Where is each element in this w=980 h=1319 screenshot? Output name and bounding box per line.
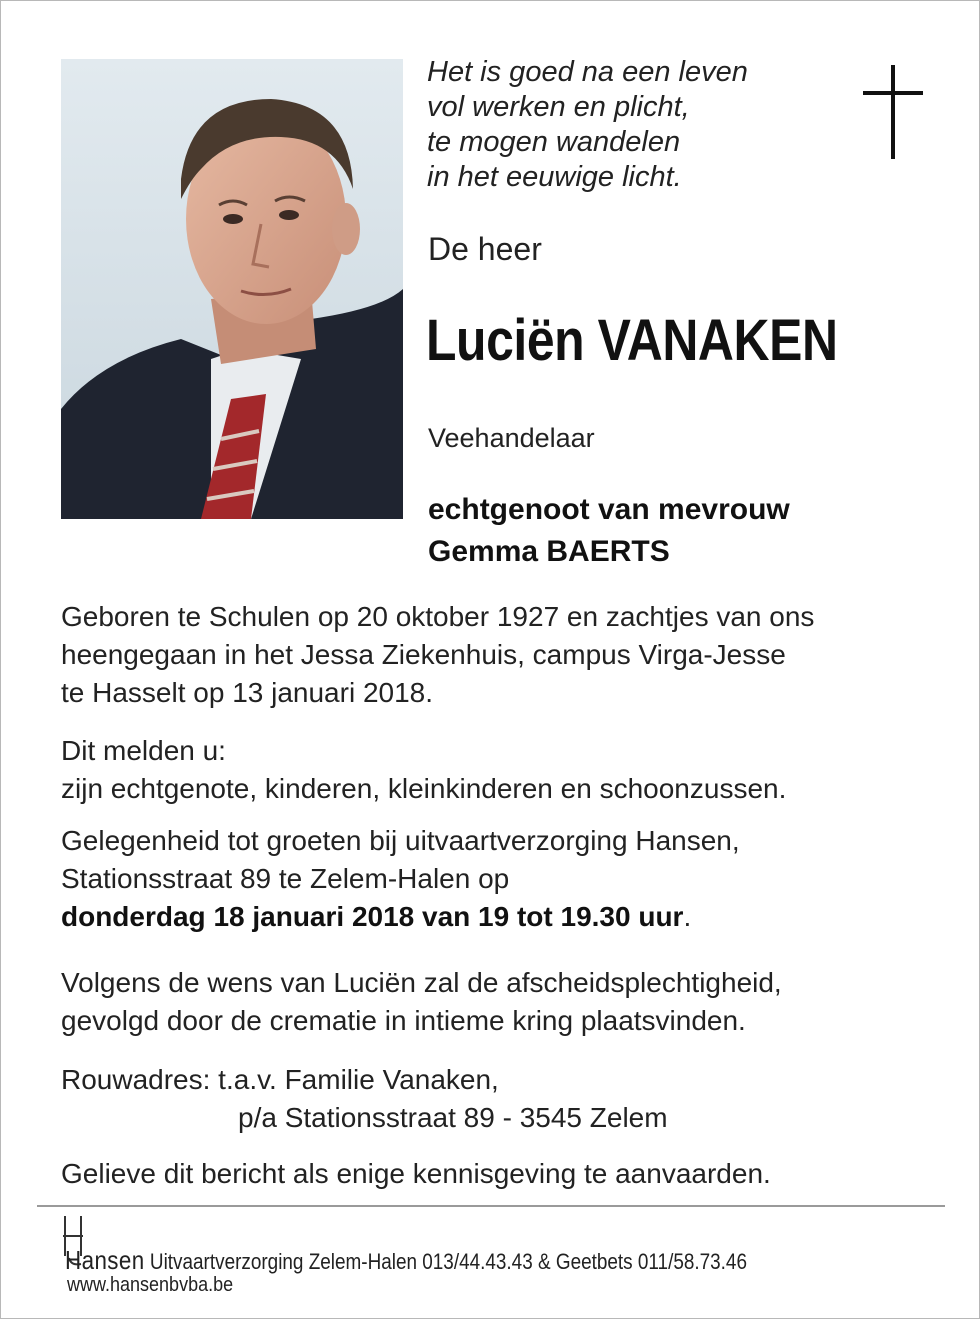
portrait-photo: [61, 59, 403, 519]
visitation-period: .: [683, 901, 692, 932]
paragraph-line: te Hasselt op 13 januari 2018.: [61, 677, 434, 708]
announcers-paragraph: [61, 732, 786, 808]
paragraph-line: heengegaan in het Jessa Ziekenhuis, campus Virga-Jesse: [61, 639, 786, 670]
address-line: Rouwadres: t.a.v. Familie Vanaken,: [61, 1064, 499, 1095]
poem: [427, 55, 748, 195]
spouse-name: Gemma BAERTS: [428, 535, 670, 568]
website-link[interactable]: www.hansenbvba.be: [67, 1274, 234, 1296]
footer-divider: [37, 1205, 945, 1207]
address-line: p/a Stationsstraat 89 - 3545 Zelem: [238, 1102, 668, 1133]
announcers-intro: Dit melden u:: [61, 735, 226, 766]
paragraph-line: Geboren te Schulen op 20 oktober 1927 en zachtjes van ons: [61, 601, 815, 632]
occupation: Veehandelaar: [428, 423, 595, 453]
deceased-name: Luciën VANAKEN: [426, 308, 838, 373]
poem-line: in het eeuwige licht.: [427, 161, 682, 193]
paragraph-line: Volgens de wens van Luciën zal de afscheidsplechtigheid,: [61, 967, 782, 998]
wish-paragraph: [61, 964, 782, 1040]
honorific: De heer: [428, 231, 542, 267]
birth-death-paragraph: [61, 598, 814, 712]
closing-note: Gelieve dit bericht als enige kennisgeving te aanvaarden.: [61, 1158, 771, 1189]
footer-contact: [65, 1245, 747, 1276]
spouse-intro: echtgenoot van mevrouw: [428, 493, 790, 526]
poem-line: Het is goed na een leven: [427, 56, 748, 88]
visitation-time-line: [61, 898, 740, 936]
cross-icon: [863, 65, 923, 159]
poem-line: te mogen wandelen: [427, 126, 681, 158]
paragraph-line: gevolgd door de crematie in intieme kring plaatsvinden.: [61, 1005, 746, 1036]
poem-line: vol werken en plicht,: [427, 91, 690, 123]
visitation-paragraph: [61, 822, 740, 936]
announcers-list: zijn echtgenote, kinderen, kleinkinderen en schoonzussen.: [61, 773, 787, 804]
brand-name: Hansen: [65, 1245, 145, 1275]
visitation-time: donderdag 18 januari 2018 van 19 tot 19.30 uur: [61, 901, 684, 932]
funeral-home-details: Uitvaartverzorging Zelem-Halen 013/44.43.43 & Geetbets 011/58.73.46: [149, 1249, 747, 1274]
mourning-address: [61, 1061, 668, 1137]
paragraph-line: Gelegenheid tot groeten bij uitvaartverzorging Hansen,: [61, 825, 740, 856]
paragraph-line: Stationsstraat 89 te Zelem-Halen op: [61, 863, 510, 894]
portrait-illustration: [61, 59, 403, 519]
